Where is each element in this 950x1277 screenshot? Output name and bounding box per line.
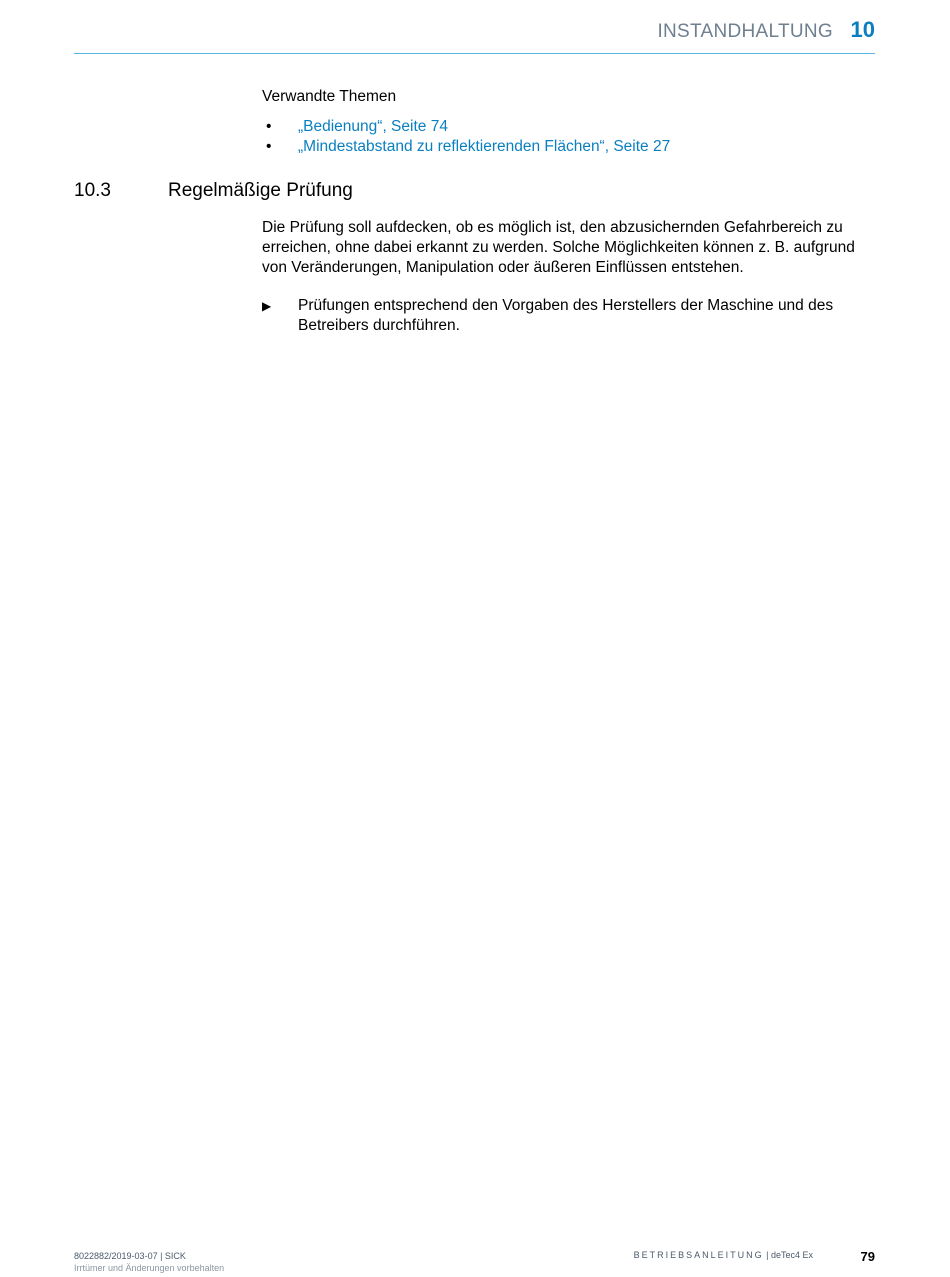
page-number: 79 [860, 1249, 875, 1264]
list-item [262, 117, 670, 137]
related-topics-heading: Verwandte Themen [262, 88, 397, 105]
footer-separator: | [763, 1250, 771, 1260]
related-topics-list [262, 117, 670, 157]
action-text: Prüfungen entsprechend den Vorgaben des Herstellers der Maschine und des Betreibers durchführen. [298, 297, 834, 334]
section-paragraph: Die Prüfung soll aufdecken, ob es möglich ist, den abzusichernden Gefahrbereich zu erreichen, ohne dabei erkannt zu werden. Solche Möglichkeiten können z. B. aufgrund von Veränderungen, Manipulation oder äußeren Einflüssen entstehen. [262, 219, 855, 276]
product-name: deTec4 Ex [770, 1250, 813, 1260]
triangle-right-icon: ▶ [262, 299, 272, 313]
list-item [262, 137, 670, 157]
document-id: 8022882/2019-03-07 | SICK [74, 1251, 186, 1261]
section-number: 10.3 [74, 180, 111, 201]
action-step [262, 296, 872, 336]
chapter-title: INSTANDHALTUNG [657, 21, 833, 42]
footer-left [74, 1250, 224, 1274]
chapter-number: 10 [850, 17, 875, 42]
link-mindestabstand[interactable]: „Mindestabstand zu reflektierenden Flächen“, Seite 27 [298, 138, 671, 155]
bullet-icon: • [266, 138, 272, 155]
section-title: Regelmäßige Prüfung [168, 180, 353, 201]
footer-right [634, 1250, 813, 1260]
link-bedienung[interactable]: „Bedienung“, Seite 74 [298, 118, 448, 135]
document-type: BETRIEBSANLEITUNG [633, 1250, 764, 1260]
footer-disclaimer: Irrtümer und Änderungen vorbehalten [74, 1263, 225, 1273]
page-header [74, 14, 875, 54]
bullet-icon: • [266, 118, 272, 135]
